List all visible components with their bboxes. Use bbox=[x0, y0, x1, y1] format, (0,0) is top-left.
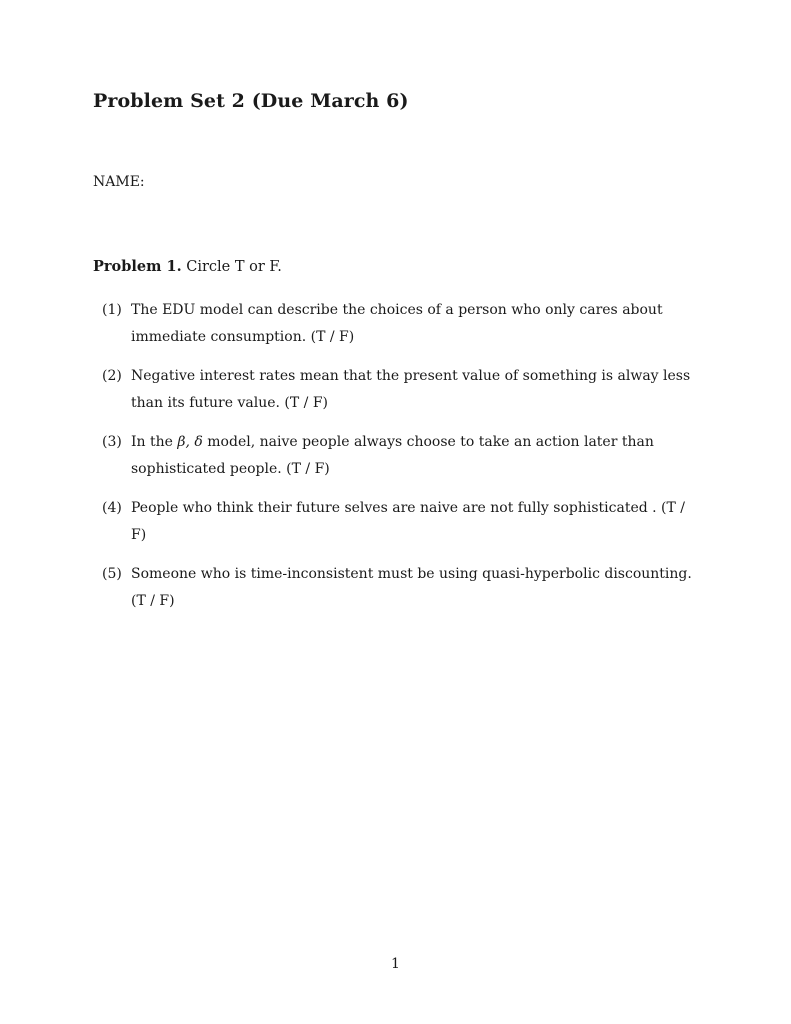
question-number: (2) bbox=[102, 368, 122, 384]
question-item-2 bbox=[102, 363, 702, 417]
page-title: Problem Set 2 (Due March 6) bbox=[93, 90, 409, 112]
problem-label: Problem 1. bbox=[93, 258, 182, 275]
question-item-4 bbox=[102, 495, 702, 549]
question-text: People who think their future selves are naive are not fully sophisticated . (T / F) bbox=[131, 500, 686, 543]
question-text: The EDU model can describe the choices of a person who only cares about immediate consumption. (T / F) bbox=[131, 302, 663, 345]
question-item-5 bbox=[102, 561, 702, 615]
question-text-wrapper bbox=[131, 429, 702, 483]
question-number: (5) bbox=[102, 566, 122, 582]
question-text: Someone who is time-inconsistent must be using quasi-hyperbolic discounting. (T / F) bbox=[131, 566, 692, 609]
question-number: (3) bbox=[102, 434, 122, 450]
question-list bbox=[102, 297, 702, 627]
greek-parameters: β, δ bbox=[177, 434, 203, 450]
question-text: Negative interest rates mean that the present value of something is alway less than its future value. (T / F) bbox=[131, 368, 691, 411]
question-item-1 bbox=[102, 297, 702, 351]
question-item-3 bbox=[102, 429, 702, 483]
question-text-prefix: In the bbox=[131, 434, 173, 450]
problem-heading bbox=[93, 258, 282, 275]
name-label: NAME: bbox=[93, 174, 145, 190]
page-number: 1 bbox=[391, 956, 400, 972]
question-number: (1) bbox=[102, 302, 122, 318]
question-text: model, naive people always choose to take an action later than sophisticated people. (T / F) bbox=[131, 434, 654, 477]
question-number: (4) bbox=[102, 500, 122, 516]
problem-instruction: Circle T or F. bbox=[186, 259, 282, 275]
